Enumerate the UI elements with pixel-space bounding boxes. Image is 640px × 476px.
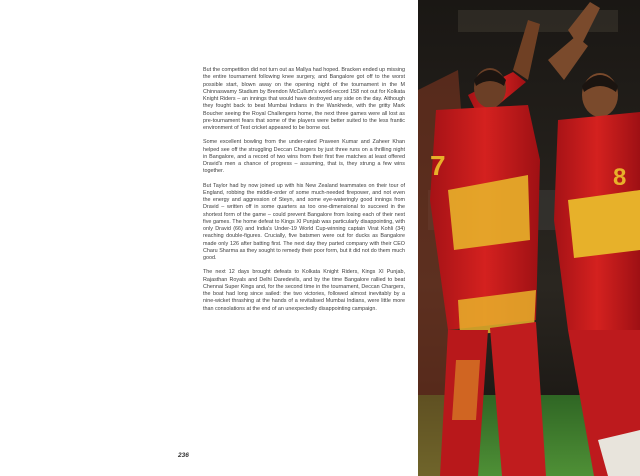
svg-text:7: 7: [430, 150, 446, 181]
article-text: [203, 67, 405, 320]
paragraph-1: But the competition did not turn out as Mallya had hoped. Bracken ended up missing the entire tournament following knee surgery, and Bangalore got off to the worst possible start, blown away on the opening night of the tournament in the M Chinnaswamy Stadium by Brendon McCullum's world-record 158 not out for Kolkata Knight Riders – an innings that would have destroyed any side on the day. Although they fought back to beat Mumbai Indians in the Wankhede, with the gritty Mark Boucher seeing the Royal Challengers home, the next three games were all lost as pre-tournament fears that some of the players were better suited to the less frantic environment of Test cricket appeared to be borne out.: [203, 67, 405, 131]
photo-illustration: [418, 0, 640, 476]
svg-text:8: 8: [613, 164, 627, 191]
paragraph-4: The next 12 days brought defeats to Kolkata Knight Riders, Kings XI Punjab, Rajasthan Royals and Delhi Daredevils, and by the time Bangalore rallied to beat Chennai Super Kings and, for the second time in the tournament, Deccan Chargers, the boat had long since sailed: the two victories, followed almost inevitably by a nine-wicket thrashing at the hands of a revitalised Mumbai Indians, were little more than consolations at the end of an unexpectedly disappointing campaign.: [203, 269, 405, 312]
cricket-celebration-photo: [418, 0, 640, 476]
paragraph-3: But Taylor had by now joined up with his New Zealand teammates on their tour of England, robbing the middle-order of some much-needed firepower, and not even the energy and aggression of Steyn, and some eye-wateringly good innings from Dravid – written off in some quarters as too one-dimensional to succeed in the shortest form of the game – could prevent Bangalore from losing each of their next five games. The home defeat to Kings XI Punjab was particularly disappointing, with only Dravid (66) and India's Under-19 World Cup-winning captain Virat Kohli (34) reaching double-figures. Crucially, five batsmen were out for ducks as Bangalore made only 126 after batting first. The next day they parted company with their CEO Charu Sharma as they sought to remedy their poor form, but it did not do them much good.: [203, 182, 405, 261]
page-number: 236: [178, 452, 189, 459]
paragraph-2: Some excellent bowling from the under-rated Praveen Kumar and Zaheer Khan helped see off the struggling Deccan Chargers by just three runs on a thrilling night in Bangalore, and a record of two wins from their first five matches at least offered Dravid's men a chance of progress – assuming, that is, they strung a few wins together.: [203, 139, 405, 175]
